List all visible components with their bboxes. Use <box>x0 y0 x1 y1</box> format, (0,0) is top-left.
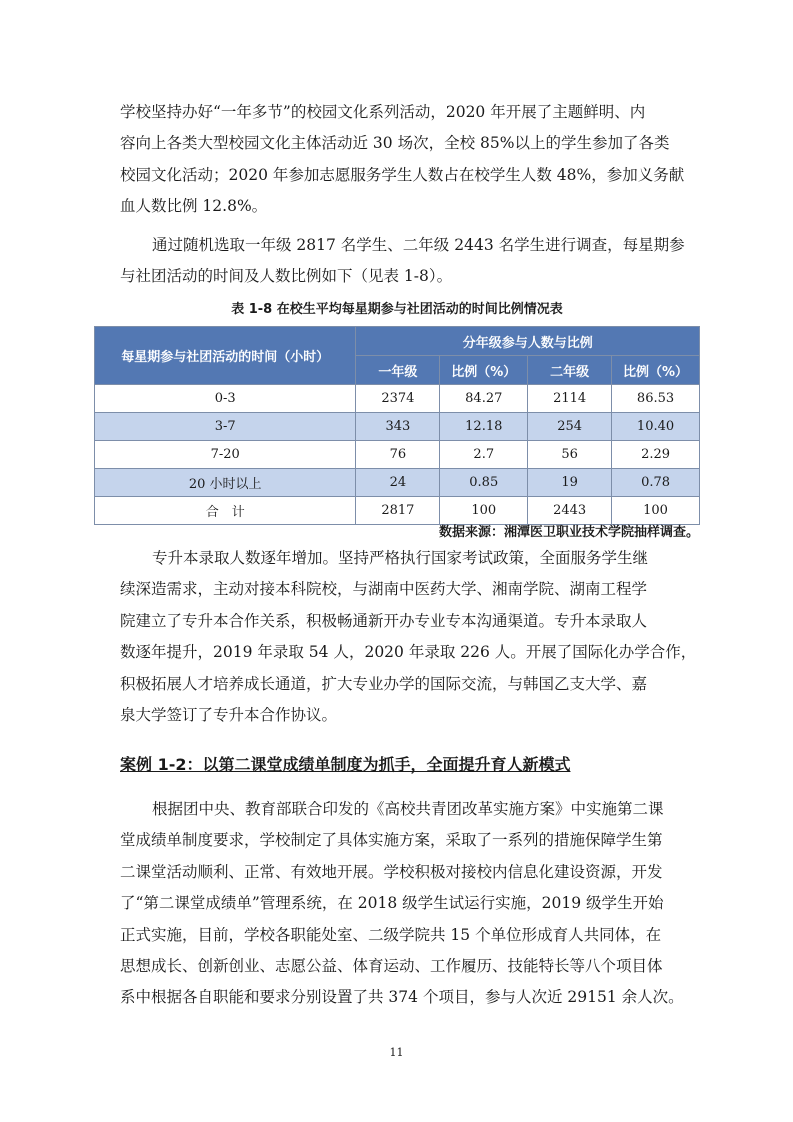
text-line: 校园文化活动；2020 年参加志愿服务学生人数占在校学生人数 48%，参加义务献 <box>120 165 685 184</box>
cell: 100 <box>440 497 528 525</box>
cell: 86.53 <box>612 385 700 413</box>
text-line: 学校坚持办好“一年多节”的校园文化系列活动，2020 年开展了主题鲜明、内 <box>120 103 646 121</box>
text-line: 血人数比例 12.8%。 <box>120 197 268 216</box>
table-row <box>95 413 700 441</box>
row-label: 合 计 <box>95 497 356 525</box>
case-heading: 案例 1-2：以第二课堂成绩单制度为抓手，全面提升育人新模式 <box>120 755 571 774</box>
text-line: 通过随机选取一年级 2817 名学生、二年级 2443 名学生进行调查，每星期参 <box>152 236 685 254</box>
text-line: 与社团活动的时间及人数比例如下（见表 1-8）。 <box>120 267 453 286</box>
column-header: 一年级 <box>356 356 440 385</box>
text-line: 容向上各类大型校园文化主体活动近 30 场次，全校 85%以上的学生参加了各类 <box>120 134 670 153</box>
cell: 2374 <box>356 385 440 413</box>
table-row <box>95 441 700 469</box>
cell: 19 <box>528 469 612 497</box>
group-header: 分年级参与人数与比例 <box>356 327 700 356</box>
table-source-note: 数据来源：湘潭医卫职业技术学院抽样调查。 <box>438 525 699 540</box>
text-line: 泉大学签订了专升本合作协议。 <box>120 705 338 724</box>
cell: 343 <box>356 413 440 441</box>
column-header: 比例（%） <box>612 356 700 385</box>
cell: 12.18 <box>440 413 528 441</box>
column-header: 比例（%） <box>440 356 528 385</box>
survey-paragraph <box>120 230 685 293</box>
activity-time-table <box>94 326 700 525</box>
table-row <box>95 469 700 497</box>
intro-paragraph <box>120 97 685 223</box>
cell: 100 <box>612 497 700 525</box>
table-row <box>95 385 700 413</box>
case-paragraph <box>120 794 684 1014</box>
cell: 2.29 <box>612 441 700 469</box>
text-line: 正式实施，目前，学校各职能处室、二级学院共 15 个单位形成育人共同体，在 <box>120 925 662 944</box>
table-header-row <box>95 327 700 356</box>
cell: 24 <box>356 469 440 497</box>
text-line: 根据团中央、教育部联合印发的《高校共青团改革实施方案》中实施第二课 <box>152 800 664 818</box>
cell: 56 <box>528 441 612 469</box>
column-header: 二年级 <box>528 356 612 385</box>
text-line: 思想成长、创新创业、志愿公益、体育运动、工作履历、技能特长等八个项目体 <box>120 956 663 975</box>
cell: 2114 <box>528 385 612 413</box>
cell: 76 <box>356 441 440 469</box>
text-line: 系中根据各自职能和要求分别设置了共 374 个项目，参与人次近 29151 余人次。 <box>120 988 684 1007</box>
text-line: 了“第二课堂成绩单”管理系统，在 2018 级学生试运行实施，2019 级学生开始 <box>120 894 664 913</box>
cell: 10.40 <box>612 413 700 441</box>
text-line: 院建立了专升本合作关系，积极畅通新开办专业专本沟通渠道。专升本录取人 <box>120 611 648 630</box>
upgrade-paragraph <box>120 543 697 731</box>
text-line: 积极拓展人才培养成长通道，扩大专业办学的国际交流，与韩国乙支大学、嘉 <box>120 674 648 693</box>
row-header: 每星期参与社团活动的时间（小时） <box>95 327 356 385</box>
cell: 0.85 <box>440 469 528 497</box>
row-label: 3-7 <box>95 413 356 441</box>
cell: 84.27 <box>440 385 528 413</box>
table-title: 表 1-8 在校生平均每星期参与社团活动的时间比例情况表 <box>231 302 563 317</box>
page-number: 11 <box>389 1046 404 1059</box>
text-line: 二课堂活动顺利、正常、有效地开展。学校积极对接校内信息化建设资源，开发 <box>120 862 663 881</box>
row-label: 0-3 <box>95 385 356 413</box>
row-label: 7-20 <box>95 441 356 469</box>
text-line: 数逐年提升，2019 年录取 54 人，2020 年录取 226 人。开展了国际化办学合作， <box>120 643 697 662</box>
text-line: 堂成绩单制度要求，学校制定了具体实施方案，采取了一系列的措施保障学生第 <box>120 831 663 850</box>
text-line: 续深造需求，主动对接本科院校，与湖南中医药大学、湘南学院、湖南工程学 <box>120 580 648 599</box>
cell: 254 <box>528 413 612 441</box>
cell: 0.78 <box>612 469 700 497</box>
row-label: 20 小时以上 <box>95 469 356 497</box>
cell: 2.7 <box>440 441 528 469</box>
text-line: 专升本录取人数逐年增加。坚持严格执行国家考试政策，全面服务学生继 <box>152 549 649 567</box>
cell: 2817 <box>356 497 440 525</box>
cell: 2443 <box>528 497 612 525</box>
